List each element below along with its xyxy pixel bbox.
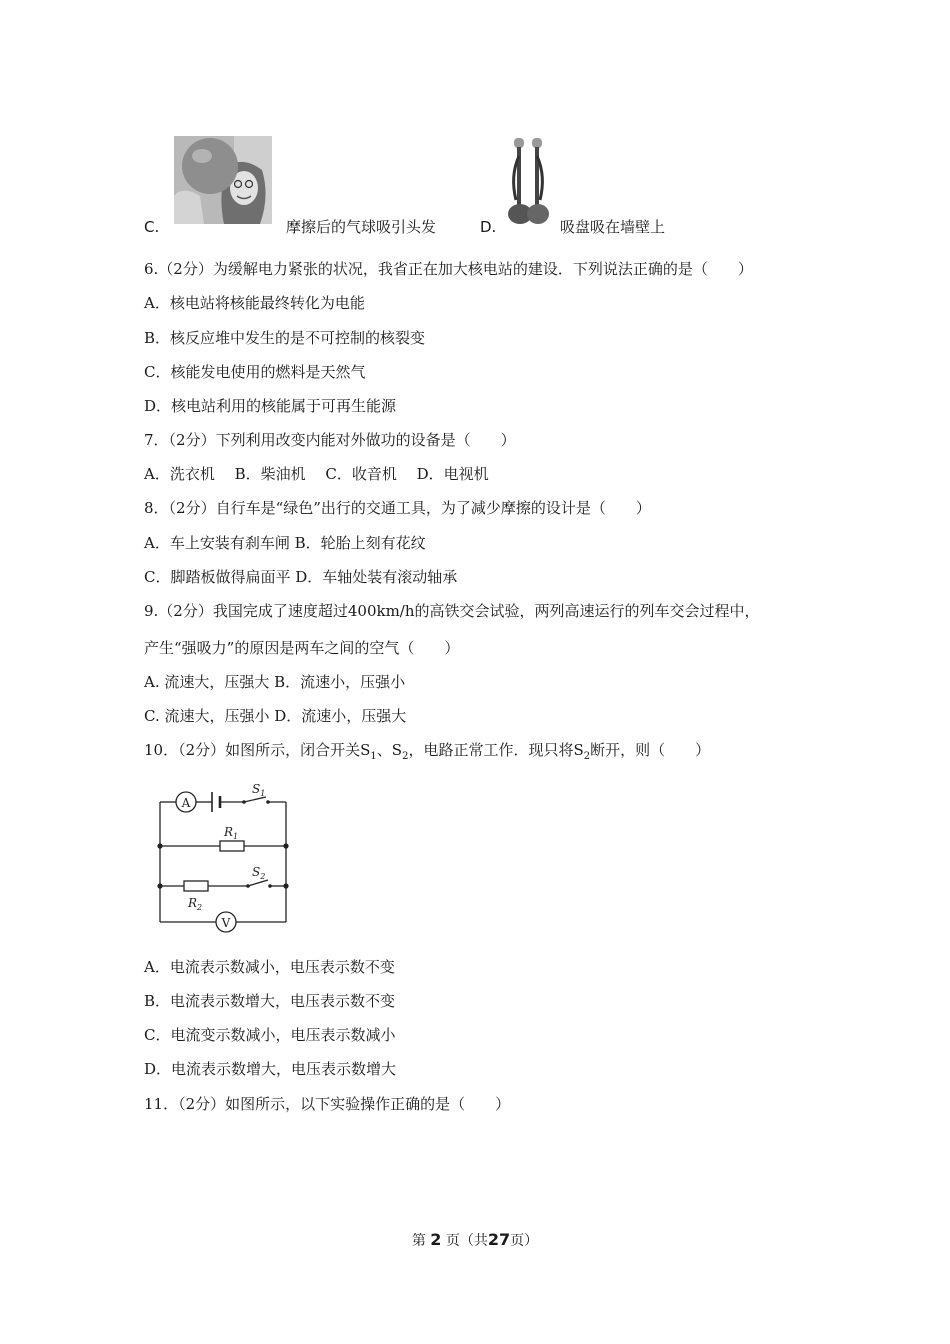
q6-option-c: C．核能发电使用的燃料是天然气 — [144, 363, 366, 381]
q8-stem: 8．（2分）自行车是“绿色”出行的交通工具，为了减少摩擦的设计是（ ） — [144, 499, 651, 517]
q10-option-a: A．电流表示数减小，电压表示数不变 — [144, 958, 395, 976]
svg-text:S1 — [252, 782, 265, 798]
q7-stem: 7．（2分）下列利用改变内能对外做功的设备是（ ） — [144, 431, 516, 449]
q9-stem-line1: 9.（2分）我国完成了速度超过400km/h的高铁交会试验，两列高速运行的列车交会过程中， — [144, 602, 760, 620]
q6-option-d: D．核电站利用的核能属于可再生能源 — [144, 397, 397, 415]
option-d-letter: D. — [480, 218, 497, 236]
ammeter-label: A — [181, 796, 191, 810]
q8-options-ab: A．车上安装有刹车闸 B．轮胎上刻有花纹 — [144, 534, 426, 552]
s2-label: S — [252, 865, 261, 879]
suction-cup-photo — [506, 136, 550, 228]
q10-stem-part: 断开，则（ ） — [590, 741, 711, 759]
q8-options-cd: C．脚踏板做得扁面平 D．车轴处装有滚动轴承 — [144, 568, 458, 586]
option-c-letter: C. — [144, 218, 160, 236]
r1-sub: 1 — [233, 832, 239, 841]
svg-text:R1 — [223, 825, 238, 841]
q10-stem — [144, 740, 710, 767]
page-footer — [0, 1230, 950, 1251]
voltmeter-label: V — [221, 916, 231, 930]
r2-label: R — [188, 896, 198, 910]
s1-sub: 1 — [260, 789, 266, 798]
r1-label: R — [224, 825, 234, 839]
q9-options-cd: C. 流速大，压强小 D．流速小，压强大 — [144, 707, 407, 725]
q6-stem: 6.（2分）为缓解电力紧张的状况，我省正在加大核电站的建设．下列说法正确的是（ ） — [144, 260, 753, 278]
q10-stem-part: 10．（2分）如图所示，闭合开关S — [144, 741, 371, 759]
q6-option-b: B．核反应堆中发生的是不可控制的核裂变 — [144, 329, 426, 347]
footer-mid: 页（共 — [445, 1233, 488, 1249]
svg-text:R2 — [187, 896, 202, 912]
footer-page-number: 2 — [430, 1230, 442, 1249]
q10-sub: 2 — [583, 751, 591, 762]
option-c-text: 摩擦后的气球吸引头发 — [286, 218, 437, 236]
q10-stem-part: 、S — [376, 741, 403, 759]
footer-post: 页） — [510, 1233, 539, 1249]
footer-pre: 第 — [411, 1233, 426, 1249]
q10-stem-part: ，电路正常工作．现只将S — [408, 741, 584, 759]
q10-sub: 2 — [402, 751, 409, 762]
footer-total-pages: 27 — [487, 1230, 511, 1249]
q10-option-d: D．电流表示数增大，电压表示数增大 — [144, 1060, 397, 1078]
circuit-diagram — [148, 776, 300, 936]
option-d-text: 吸盘吸在墙壁上 — [560, 218, 666, 236]
s2-sub: 2 — [260, 872, 266, 881]
svg-text:S2 — [252, 865, 265, 881]
q9-options-ab: A. 流速大，压强大 B．流速小，压强小 — [144, 673, 406, 691]
q6-option-a: A．核电站将核能最终转化为电能 — [144, 294, 365, 312]
q10-option-b: B．电流表示数增大，电压表示数不变 — [144, 992, 396, 1010]
s1-label: S — [252, 782, 261, 796]
q10-option-c: C．电流变示数减小，电压表示数减小 — [144, 1026, 396, 1044]
balloon-hair-photo — [174, 136, 272, 224]
r2-sub: 2 — [197, 903, 203, 912]
q9-stem-line2: 产生“强吸力”的原因是两车之间的空气（ ） — [144, 639, 460, 657]
q11-stem: 11．（2分）如图所示，以下实验操作正确的是（ ） — [144, 1095, 511, 1113]
q10-sub: 1 — [370, 751, 377, 762]
q7-options: A．洗衣机 B．柴油机 C．收音机 D．电视机 — [144, 465, 489, 483]
